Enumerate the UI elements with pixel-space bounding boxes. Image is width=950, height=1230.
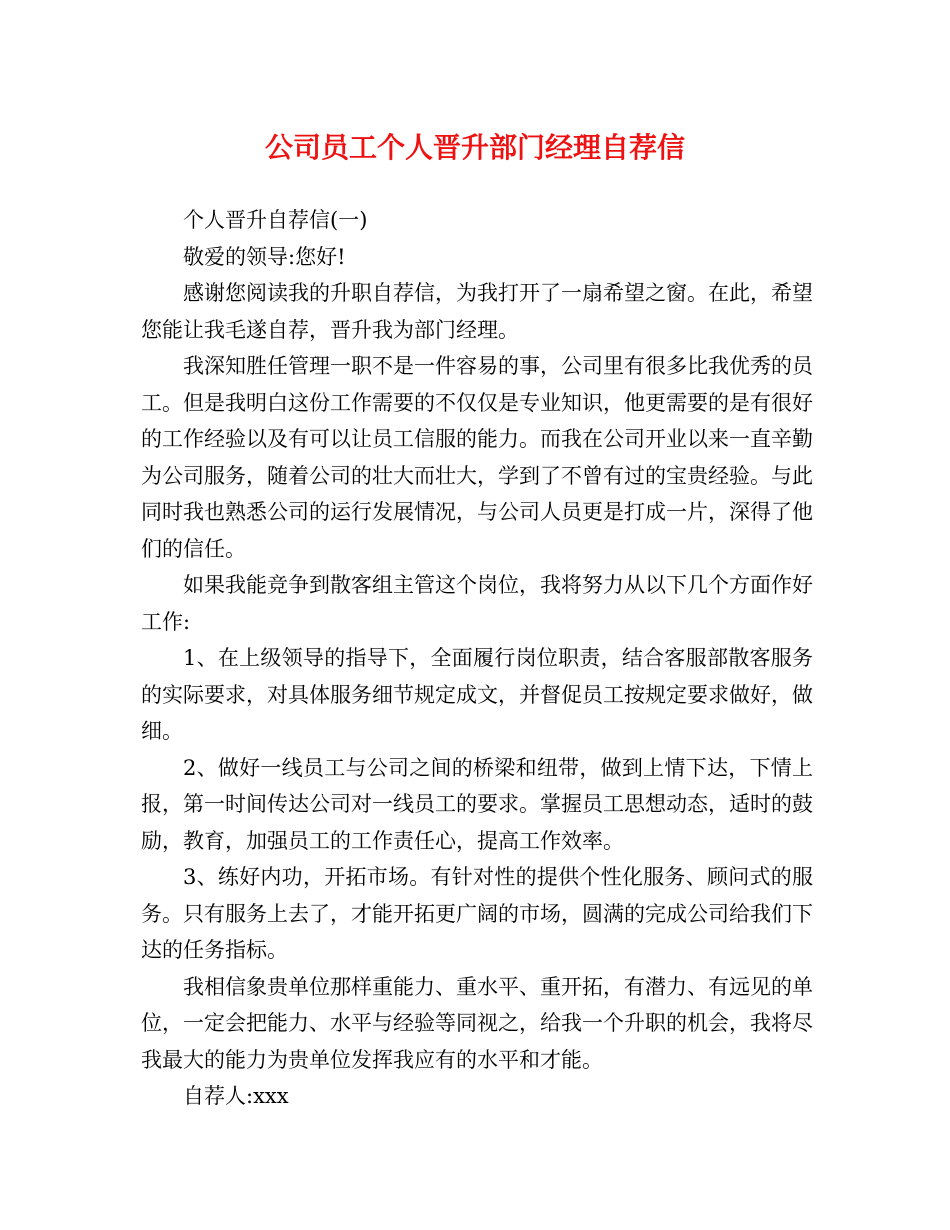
paragraph: 我相信象贵单位那样重能力、重水平、重开拓，有潜力、有远见的单位，一定会把能力、水平与经验等同视之，给我一个升职的机会，我将尽我最大的能力为贵单位发挥我应有的水平和才能。 (141, 974, 813, 1072)
paragraph: 1、在上级领导的指导下，全面履行岗位职责，结合客服部散客服务的实际要求，对具体服务细节规定成文，并督促员工按规定要求做好，做细。 (141, 646, 813, 743)
document-body (141, 202, 813, 1115)
paragraph-heading: 个人晋升自荐信(一) (183, 208, 368, 232)
paragraph: 3、练好内功，开拓市场。有针对性的提供个性化服务、顾问式的服务。只有服务上去了，才能开拓更广阔的市场，圆满的完成公司给我们下达的任务指标。 (141, 865, 813, 962)
document-title: 公司员工个人晋升部门经理自荐信 (264, 131, 685, 164)
paragraph-salutation: 敬爱的领导:您好! (183, 244, 346, 269)
paragraph: 2、做好一线员工与公司之间的桥梁和纽带，做到上情下达，下情上报，第一时间传达公司对一线员工的要求。掌握员工思想动态，适时的鼓励，教育，加强员工的工作责任心，提高工作效率。 (141, 755, 813, 853)
paragraph: 我深知胜任管理一职不是一件容易的事，公司里有很多比我优秀的员工。但是我明白这份工作需要的不仅仅是专业知识，他更需要的是有很好的工作经验以及有可以让员工信服的能力。而我在公司开业以来一直辛勤为公司服务，随着公司的壮大而壮大，学到了不曾有过的宝贵经验。与此同时我也熟悉公司的运行发展情况，与公司人员更是打成一片，深得了他们的信任。 (141, 354, 813, 561)
paragraph: 感谢您阅读我的升职自荐信，为我打开了一扇希望之窗。在此，希望您能让我毛遂自荐，晋升我为部门经理。 (141, 281, 813, 342)
paragraph-signature: 自荐人:xxx (183, 1084, 289, 1108)
paragraph: 如果我能竞争到散客组主管这个岗位，我将努力从以下几个方面作好工作: (141, 573, 813, 634)
